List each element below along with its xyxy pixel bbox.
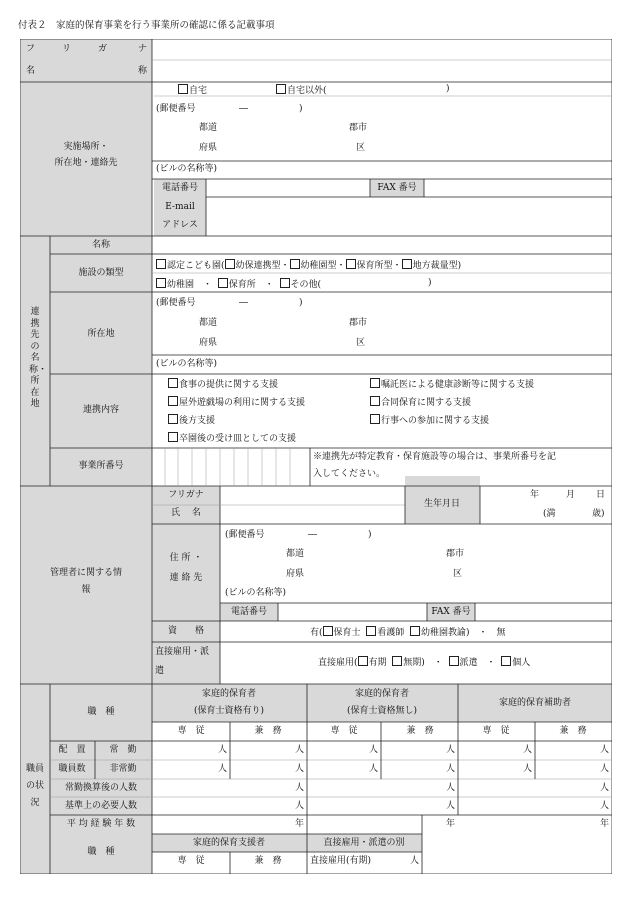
b-kenmu-header: 兼 務 [406,726,434,736]
partner-name-label: 名称 [91,240,111,250]
postal-dash: ― [239,104,248,114]
sup-doctor-text: 嘱託医による健康診断等に関する支援 [381,380,535,390]
chiho-text: 地方裁量型) [412,261,462,271]
email-label-2: アドレス [162,220,198,230]
m-fuken-label: 府県 [286,569,305,579]
sup-grad-checkbox[interactable] [168,432,178,442]
mgr-address-label-1: 住 所 ・ [169,553,203,563]
jokin-b-senju-unit: 人 [368,745,378,755]
furigana-field[interactable] [153,40,611,59]
c-senju-header: 専 従 [482,726,510,736]
office-note-line-2: 入してください。 [313,469,386,479]
m-postal-close: ) [368,530,372,540]
building-label: (ビルの名称等) [156,164,218,174]
hijokin-a-senju-unit: 人 [217,764,227,774]
haken-checkbox[interactable] [449,656,459,666]
type-row-2 [156,278,321,291]
postal-label: (郵便番号 [156,104,196,114]
sup-joint-text: 合同保育に関する支援 [381,398,472,408]
d-kenmu-header: 兼 務 [254,856,282,866]
hoikushogata-text: 保育所型・ [356,261,402,271]
age-close: 歳) [592,509,605,519]
m-fax-label: FAX 番号 [431,607,471,617]
p-fuken-label: 府県 [199,338,218,348]
d-senju-header: 専 従 [177,856,205,866]
shokushu-label-2: 職 種 [87,847,115,857]
p-ku-label: 区 [356,338,366,348]
confirmation-form [20,39,612,874]
yohorenkei-checkbox[interactable] [225,259,235,269]
yochiengata-text: 幼稚園型・ [300,261,346,271]
sup-event-checkbox[interactable] [370,414,380,424]
m-building-label: (ビルの名称等) [225,588,287,598]
office-number-boxes[interactable] [153,449,309,485]
hijokin-label: 非常勤 [109,764,137,774]
sup-backup-text: 後方支援 [179,416,216,426]
partner-name-field[interactable] [153,237,611,253]
jokin-c-kenmu-unit: 人 [599,745,609,755]
type-other-close: ) [428,278,432,288]
mgr-name-label: 氏 名 [171,508,201,518]
role-a-line-2: (保育士資格有り) [193,706,265,716]
birth-day: 日 [596,490,606,500]
jokin-label: 常 勤 [109,745,137,755]
jokin-a-senju-unit: 人 [217,745,227,755]
hoikushogata-checkbox[interactable] [346,259,356,269]
m-phone-field[interactable] [279,604,426,620]
ku-label: 区 [356,143,366,153]
p-postal-close: ) [299,298,303,308]
todo-label: 都道 [199,123,218,133]
furigana-label-4: ナ [138,44,148,54]
m-todo-label: 都道 [286,549,305,559]
direct-label-2: 遣 [155,666,165,676]
birth-year: 年 [530,490,540,500]
jokin-b-kenmu-unit: 人 [445,745,455,755]
kansan-label: 常勤換算後の人数 [64,783,138,793]
form-title: 付表２ 家庭的保育事業を行う事業所の確認に係る記載事項 [18,20,275,31]
birth-month: 月 [566,490,576,500]
sup-doctor-option[interactable] [370,378,534,391]
yochien-text: 幼稚園 ・ [167,280,213,290]
age-open: (満 [543,509,556,519]
other-text: その他( [290,280,322,290]
content-label: 連携内容 [82,405,120,415]
hoikusho-checkbox[interactable] [218,278,228,288]
sup-doctor-checkbox[interactable] [370,378,380,388]
partner-vertical-label: 連携先の名称・所在地 [29,307,48,409]
role-b-line-1: 家庭的保育者 [354,689,410,699]
direct-row [318,656,530,669]
hijokin-a-kenmu-unit: 人 [294,764,304,774]
phone-field[interactable] [207,180,369,196]
role-a-line-1: 家庭的保育者 [201,689,257,699]
type-row-1 [156,259,461,272]
p-postal-label: (郵便番号 [156,298,196,308]
fixed-text: 有期 [368,658,387,668]
direct-open-text: 直接雇用( [318,658,358,668]
phone-label: 電話番号 [161,183,199,193]
postal-close: ) [299,104,303,114]
staff-vertical-1: 職員 [25,764,45,774]
gunshi-label: 郡市 [349,123,368,133]
office-number-label: 事業所番号 [78,461,124,471]
qual-kango-text: 看護師 [377,628,405,638]
staff-vertical-2: の状 [25,781,45,791]
yohorenkei-text: 幼保連携型・ [235,261,290,271]
fax-label: FAX 番号 [377,183,417,193]
location-label-1: 実施場所・ [63,142,109,152]
mgr-furigana-label: フリガナ [168,490,204,500]
kojin-checkbox[interactable] [501,656,511,666]
qualification-row [310,626,506,639]
nintei-checkbox[interactable] [156,259,166,269]
home-checkbox[interactable] [178,84,188,94]
location-label-2: 所在地・連絡先 [54,158,118,168]
sup-joint-option[interactable] [370,396,471,409]
home-other-close: ) [446,84,450,94]
sup-outdoor-option[interactable] [168,396,305,409]
kansan-b-unit: 人 [445,783,455,793]
yochien-checkbox[interactable] [156,278,166,288]
kojin-text: 個人 [512,658,531,668]
partner-address-label: 所在地 [87,329,115,339]
nintei-text: 認定こども園( [167,261,225,271]
p-building-label: (ビルの名称等) [156,359,218,369]
sup-meal-checkbox[interactable] [168,378,178,388]
sup-event-text: 行事への参加に関する支援 [381,416,490,426]
haichi-label: 配 置 [58,745,86,755]
sup-outdoor-checkbox[interactable] [168,396,178,406]
direct-fixed-label: 直接雇用(有期) [310,856,372,866]
kijun-label: 基準上の必要人数 [64,801,138,811]
m-fax-field[interactable] [476,604,611,620]
m-phone-label: 電話番号 [230,607,268,617]
office-note-line-1: ※連携先が特定教育・保育施設等の場合は、事業所番号を記 [313,452,557,462]
direct-label-1: 直接雇用・派 [155,647,210,657]
b-senju-header: 専 従 [330,726,358,736]
mgr-name-field[interactable] [221,506,404,523]
shokushu-label: 職 種 [87,707,115,717]
m-ku-label: 区 [453,569,463,579]
furigana-label-2: リ [62,44,72,54]
facility-type-label: 施設の類型 [78,268,124,278]
hijokin-c-kenmu-unit: 人 [599,764,609,774]
email-label-1: E-mail [165,202,195,212]
m-gunshi-label: 郡市 [446,549,465,559]
role-c-label: 家庭的保育補助者 [498,698,572,708]
hijokin-c-senju-unit: 人 [522,764,532,774]
sup-joint-checkbox[interactable] [370,396,380,406]
unfixed-text: 無期) ・ [403,658,443,668]
direct-fixed-unit: 人 [409,856,419,866]
hijokin-b-senju-unit: 人 [368,764,378,774]
home-other-checkbox[interactable] [276,84,286,94]
name-label-1: 名 [26,66,36,76]
role-b-line-2: (保育士資格無し) [346,706,418,716]
sup-meal-option[interactable] [168,378,278,391]
role-d-label: 家庭的保育支援者 [192,838,266,848]
home-other-option[interactable] [276,84,327,97]
sup-backup-checkbox[interactable] [168,414,178,424]
a-kenmu-header: 兼 務 [254,726,282,736]
kijun-a-unit: 人 [294,801,304,811]
fixed-checkbox[interactable] [358,656,368,666]
chiho-checkbox[interactable] [402,259,412,269]
manager-label-2: 報 [81,585,91,595]
kijun-b-unit: 人 [445,801,455,811]
p-gunshi-label: 郡市 [349,318,368,328]
hoikusho-text: 保育所 ・ [228,280,274,290]
keiken-b-unit: 年 [445,819,455,829]
fax-field[interactable] [425,180,611,196]
sup-outdoor-text: 屋外遊戯場の利用に関する支援 [179,398,306,408]
sup-backup-option[interactable] [168,414,215,427]
keiken-label: 平 均 経 験 年 数 [66,819,136,829]
yochiengata-checkbox[interactable] [290,259,300,269]
haken-text: 派遣 ・ [459,658,496,668]
home-option[interactable] [178,84,207,97]
keiken-c-unit: 年 [599,819,609,829]
home-text: 自宅 [189,86,208,96]
m-postal-dash: ― [308,530,317,540]
qual-kyoyu-checkbox[interactable] [410,626,420,636]
c-kenmu-header: 兼 務 [559,726,587,736]
name-label-2: 称 [138,66,148,76]
kansan-a-unit: 人 [294,783,304,793]
sup-event-option[interactable] [370,414,489,427]
m-postal-label: (郵便番号 [225,530,265,540]
qual-kyoyu-text: 幼稚園教諭) ・ 無 [421,628,506,638]
qualification-label: 資 格 [167,626,205,636]
fuken-label: 府県 [199,143,218,153]
qual-hoikushi-text: 保育士 [333,628,361,638]
p-postal-dash: ― [239,298,248,308]
home-other-text: 自宅以外( [287,86,327,96]
other-checkbox[interactable] [280,278,290,288]
keiken-a-unit: 年 [294,819,304,829]
hijokin-b-kenmu-unit: 人 [445,764,455,774]
email-field[interactable] [207,198,611,235]
mgr-address-label-2: 連 絡 先 [169,573,203,583]
p-todo-label: 都道 [199,318,218,328]
furigana-label-1: フ [26,44,36,54]
jokin-c-senju-unit: 人 [522,745,532,755]
shokuinsu-label: 職員数 [58,764,86,774]
qual-hoikushi-checkbox[interactable] [323,626,333,636]
mgr-furigana-field[interactable] [221,487,404,504]
sup-grad-text: 卒園後の受け皿としての支援 [179,434,297,444]
kansan-c-unit: 人 [599,783,609,793]
furigana-label-3: ガ [98,44,108,54]
a-senju-header: 専 従 [177,726,205,736]
sup-meal-text: 食事の提供に関する支援 [179,380,279,390]
direct-haken-betsu-label: 直接雇用・派遣の別 [323,838,405,848]
qual-kango-checkbox[interactable] [366,626,376,636]
kijun-c-unit: 人 [599,801,609,811]
staff-vertical-3: 況 [30,798,40,808]
sup-grad-option[interactable] [168,432,296,445]
jokin-a-kenmu-unit: 人 [294,745,304,755]
qual-yes-text: 有( [310,628,323,638]
unfixed-checkbox[interactable] [392,656,402,666]
name-field[interactable] [153,61,611,81]
birth-label: 生年月日 [423,499,461,509]
manager-label-1: 管理者に関する情 [49,568,123,578]
